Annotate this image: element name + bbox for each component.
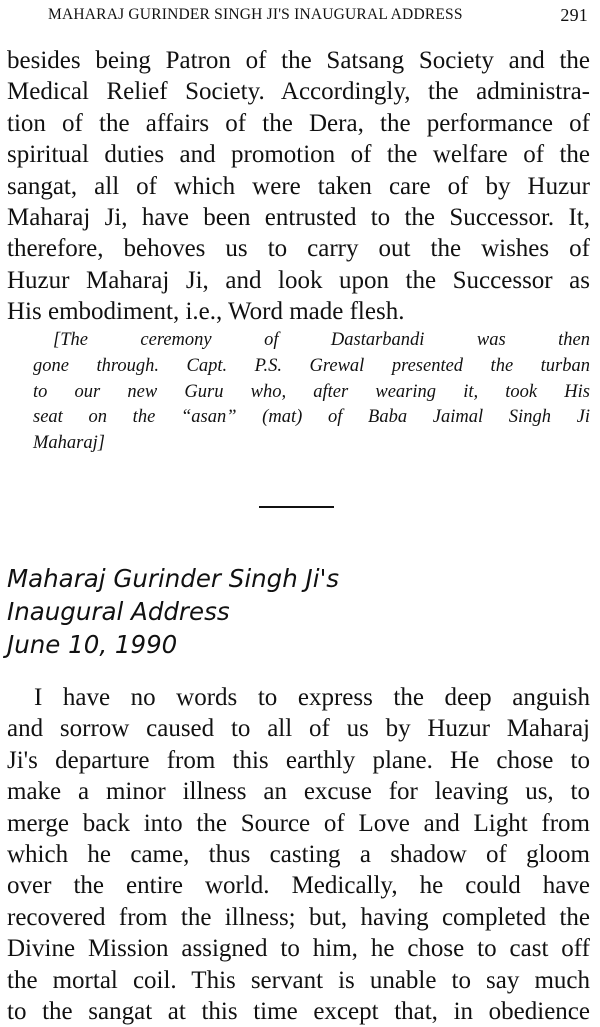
text-line: over the entire world. Medically, he could have [7,872,590,900]
heading-line: Inaugural Address [7,597,230,626]
text-line: therefore, behoves us to carry out the wishes of [7,235,590,263]
text-line: Medical Relief Society. Accordingly, the administra- [7,78,590,106]
text-line: besides being Patron of the Satsang Society and the [7,47,590,74]
text-line: Ji's departure from this earthly plane. He chose to [7,746,590,774]
text-line: to the sangat at this time except that, in obedience [7,997,590,1025]
text-line: Divine Mission assigned to him, he chose to cast off [7,935,590,963]
note-line: [The ceremony of Dastarbandi was then [53,330,590,350]
page-number: 291 [560,5,588,25]
heading-line: June 10, 1990 [7,630,178,659]
running-head-title: MAHARAJ GURINDER SINGH JI'S INAUGURAL ADDRESS [48,6,463,23]
text-line: make a minor illness an excuse for leaving us, to [7,778,590,806]
text-line: which he came, thus casting a shadow of gloom [7,840,590,868]
text-line: merge back into the Source of Love and Light from [7,809,590,837]
text-line: sangat, all of which were taken care of by Huzur [7,172,590,200]
address-paragraph [7,682,590,1027]
text-line: tion of the affairs of the Dera, the performance of [7,109,590,137]
text-line: I have no words to express the deep anguish [34,684,590,711]
note-line: gone through. Capt. P.S. Grewal presented the turban [33,355,590,376]
note-line: Maharaj] [33,433,105,454]
text-line: His embodiment, i.e., Word made flesh. [7,298,405,326]
running-head [48,6,588,30]
section-heading [7,562,487,661]
text-line: and sorrow caused to all of us by Huzur Maharaj [7,715,590,743]
text-line: spiritual duties and promotion of the welfare of the [7,141,590,169]
text-line: the mortal coil. This servant is unable to say much [7,966,590,994]
ceremony-note [33,328,590,457]
note-line: seat on the “asan” (mat) of Baba Jaimal Singh Ji [33,407,590,428]
heading-line: Maharaj Gurinder Singh Ji's [7,564,340,593]
paragraph-continued [7,45,590,328]
text-line: recovered from the illness; but, having completed the [7,903,590,931]
text-line: Huzur Maharaj Ji, and look upon the Successor as [7,266,590,294]
text-line: Maharaj Ji, have been entrusted to the Successor. It, [7,203,590,231]
section-divider [259,506,334,508]
note-line: to our new Guru who, after wearing it, took His [33,381,590,402]
